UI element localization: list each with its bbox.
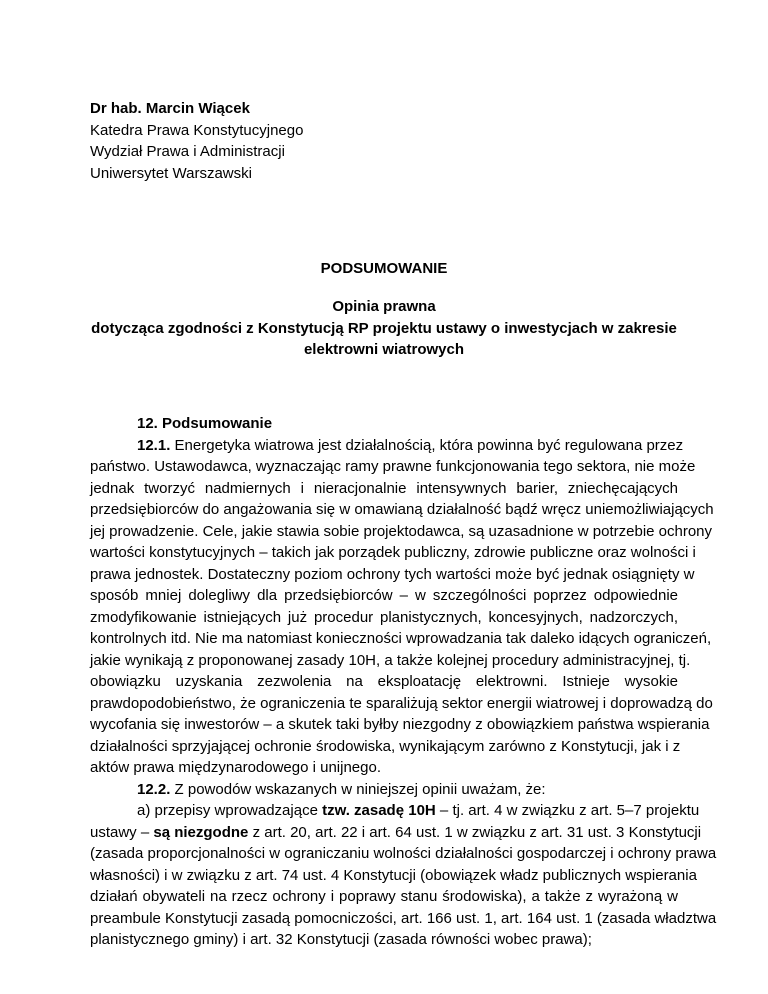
item-line: działań obywateli na rzecz ochrony i poprawy stanu środowiska), a także z wyrażoną w bbox=[90, 888, 678, 905]
paragraph-line: jej prowadzenie. Cele, jakie stawia sobie projektodawca, są uzasadnione w potrzebie ochrony bbox=[90, 522, 713, 540]
paragraph-line: prawa jednostek. Dostateczny poziom ochrony tych wartości może być jednak osiągnięty w bbox=[90, 565, 695, 583]
document-title: PODSUMOWANIE bbox=[320, 260, 448, 277]
item-line: planistycznego gminy) i art. 32 Konstytucji (zasada równości wobec prawa); bbox=[90, 931, 592, 948]
subtitle-line: Opinia prawna bbox=[332, 298, 436, 315]
item-text: ustawy – bbox=[90, 823, 154, 841]
paragraph-line: jednak tworzyć nadmiernych i nieracjonalnie intensywnych barier, zniechęcających bbox=[90, 479, 678, 497]
subtitle-line: dotycząca zgodności z Konstytucją RP projektu ustawy o inwestycjach w zakresie bbox=[91, 319, 677, 337]
paragraph-text: Energetyka wiatrowa jest działalnością, która powinna być regulowana przez bbox=[170, 436, 684, 454]
affiliation-department: Katedra Prawa Konstytucyjnego bbox=[90, 121, 304, 139]
paragraph-line: przedsiębiorców do angażowania się w omawianą działalność bądź wręcz uniemożliwiających bbox=[90, 501, 714, 518]
item-line bbox=[90, 800, 700, 822]
paragraph-line: działalności sprzyjającej ochronie środowiska, wynikającym zarówno z Konstytucji, jak i z bbox=[90, 737, 681, 755]
paragraph-line bbox=[90, 779, 678, 801]
item-text: z art. 20, art. 22 i art. 64 ust. 1 w związku z art. 31 ust. 3 Konstytucji bbox=[248, 823, 702, 841]
item-line bbox=[90, 822, 702, 844]
item-text: – tj. art. 4 w związku z art. 5–7 projektu bbox=[435, 802, 700, 819]
paragraph-line bbox=[90, 435, 684, 457]
item-line: własności) i w związku z art. 74 ust. 4 Konstytucji (obowiązek władz publicznych wspierania bbox=[90, 866, 697, 884]
paragraph-line: wycofania się inwestorów – a skutek taki byłby niezgodny z obowiązkiem państwa wspierania bbox=[90, 716, 710, 733]
affiliation-faculty: Wydział Prawa i Administracji bbox=[90, 143, 285, 160]
author-block bbox=[90, 98, 303, 184]
item-emphasis: tzw. zasadę 10H bbox=[322, 802, 436, 819]
paragraph-number: 12.2. bbox=[137, 780, 171, 798]
author-name: Dr hab. Marcin Wiącek bbox=[90, 100, 250, 117]
paragraph-line: zmodyfikowanie istniejących już procedur planistycznych, koncesyjnych, nadzorczych, bbox=[90, 608, 678, 626]
item-line: (zasada proporcjonalności w ograniczaniu wolności działalności gospodarczej i ochrony prawa bbox=[90, 845, 717, 862]
item-text: a) przepisy wprowadzające bbox=[137, 802, 323, 819]
item-emphasis: są niezgodne bbox=[153, 823, 249, 841]
item-line: preambule Konstytucji zasadą pomocniczości, art. 166 ust. 1, art. 164 ust. 1 (zasada władztwa bbox=[90, 909, 717, 927]
document-body bbox=[90, 413, 717, 951]
paragraph-text: Z powodów wskazanych w niniejszej opinii uważam, że: bbox=[170, 780, 546, 798]
document-subtitle bbox=[90, 296, 678, 361]
section-heading: 12. Podsumowanie bbox=[137, 415, 273, 432]
paragraph-line: sposób mniej dolegliwy dla przedsiębiorców – w szczególności poprzez odpowiednie bbox=[90, 587, 678, 604]
paragraph-line: prawdopodobieństwo, że ograniczenia te sparaliżują sektor energii wiatrowej i doprowadzą do bbox=[90, 694, 713, 712]
affiliation-university: Uniwersytet Warszawski bbox=[90, 164, 252, 182]
paragraph-line: państwo. Ustawodawca, wyznaczając ramy prawne funkcjonowania tego sektora, nie może bbox=[90, 458, 696, 475]
paragraph-line: obowiązku uzyskania zezwolenia na eksploatację elektrowni. Istnieje wysokie bbox=[90, 673, 678, 690]
paragraph-number: 12.1. bbox=[137, 436, 171, 454]
subtitle-line: elektrowni wiatrowych bbox=[303, 341, 465, 358]
paragraph-line: wartości konstytucyjnych – takich jak porządek publiczny, zdrowie publiczne oraz wolności i bbox=[90, 544, 696, 561]
paragraph-line: aktów prawa międzynarodowego i unijnego. bbox=[90, 759, 382, 776]
paragraph-line: kontrolnych itd. Nie ma natomiast konieczności wprowadzania tak daleko idących ograniczeń, bbox=[90, 630, 712, 647]
paragraph-line: jakie wynikają z proponowanej zasady 10H, a także kolejnej procedury administracyjnej, tj. bbox=[90, 651, 691, 669]
